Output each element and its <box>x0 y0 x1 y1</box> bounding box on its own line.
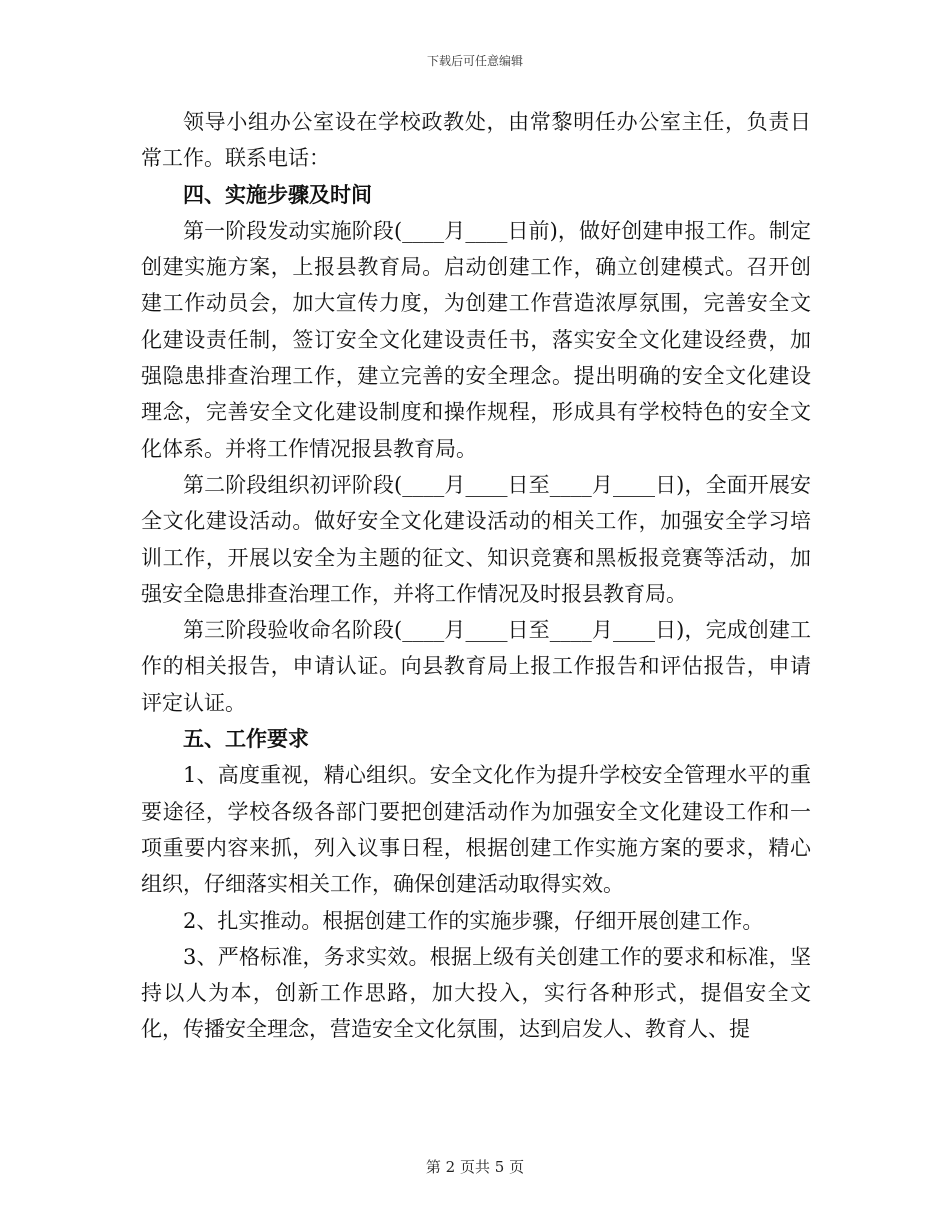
paragraph-requirement-3: 3、严格标准，务求实效。根据上级有关创建工作的要求和标准，坚持以人为本，创新工作思路，加大投入，实行各种形式，提倡安全文化，传播安全理念，营造安全文化氛围，达到启发人、教育人、提 <box>141 944 811 1042</box>
paragraph-requirement-2: 2、扎实推动。根据创建工作的实施步骤，仔细开展创建工作。 <box>183 908 764 933</box>
paragraph-office: 领导小组办公室设在学校政教处，由常黎明任办公室主任，负责日常工作。联系电话： <box>141 110 811 171</box>
section-heading-steps: 四、实施步骤及时间 <box>183 181 372 207</box>
paragraph-stage-two: 第二阶段组织初评阶段(____月____日至____月____日)，全面开展安全文化建设活动。做好安全文化建设活动的相关工作，加强安全学习培训工作，开展以安全为主题的征文、知识竞赛和黑板报竞赛等活动，加强安全隐患排查治理工作，并将工作情况及时报县教育局。 <box>141 472 811 606</box>
paragraph-stage-one: 第一阶段发动实施阶段(____月____日前)，做好创建申报工作。制定创建实施方案，上报县教育局。启动创建工作，确立创建模式。召开创建工作动员会，加大宣传力度，为创建工作营造浓厚氛围，完善安全文化建设责任制，签订安全文化建设责任书，落实安全文化建设经费，加强隐患排查治理工作，建立完善的安全理念。提出明确的安全文化建设理念，完善安全文化建设制度和操作规程，形成具有学校特色的安全文化体系。并将工作情况报县教育局。 <box>141 218 811 461</box>
paragraph-requirement-1: 1、高度重视，精心组织。安全文化作为提升学校安全管理水平的重要途径，学校各级各部门要把创建活动作为加强安全文化建设工作和一项重要内容来抓，列入议事日程，根据创建工作实施方案的要求，精心组织，仔细落实相关工作，确保创建活动取得实效。 <box>141 763 811 897</box>
section-heading-requirements: 五、工作要求 <box>183 726 309 752</box>
page-number: 第 2 页共 5 页 <box>425 1158 525 1176</box>
page-header-note: 下载后可任意编辑 <box>426 54 523 68</box>
paragraph-stage-three: 第三阶段验收命名阶段(____月____日至____月____日)，完成创建工作的相关报告，申请认证。向县教育局上报工作报告和评估报告，申请评定认证。 <box>141 618 811 715</box>
document-body <box>141 104 811 1048</box>
